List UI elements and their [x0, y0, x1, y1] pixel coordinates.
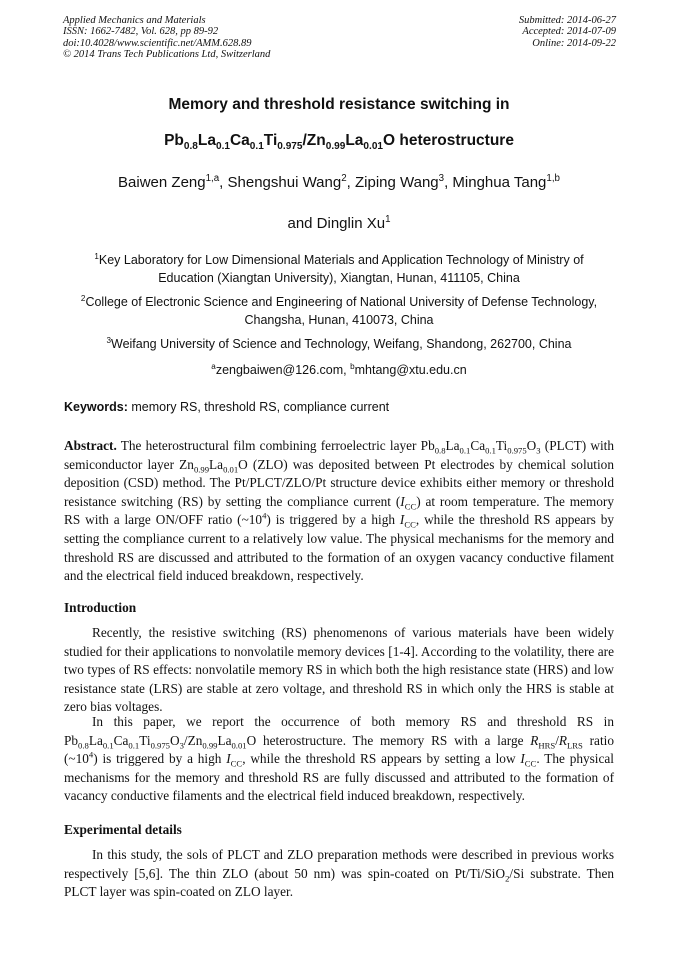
- paper-title-line1: Memory and threshold resistance switching in: [168, 96, 510, 113]
- online-date: Online: 2014-09-22: [532, 37, 616, 49]
- submission-dates: [519, 15, 616, 49]
- journal-info: [63, 15, 270, 60]
- journal-name: Applied Mechanics and Materials: [63, 15, 206, 26]
- introduction-paragraph-2: In this paper, we report the occurrence of both memory RS and threshold RS in $Pb_{0.8}La_{0.1}Ca_{0.1}Ti_{0.975}O_3/Zn_{0.99}La_{0.01}O$ heterostructure. The memory RS with a large $R_{HRS}/R_{LRS}$ ratio $(\sim 10^4)$ is triggered by a high $I_{CC}$, while the threshold RS appears by setting a low $I_{CC}$. The physical mechanisms for the memory and threshold RS are fully discussed and attributed to the formation of vacancy conductive filaments and the electrical field induced breakdown, respectively.: [64, 714, 615, 804]
- journal-doi: doi:10.4028/www.scientific.net/AMM.628.89: [63, 37, 252, 49]
- affiliation-1: $^1$Key Laboratory for Low Dimensional Materials and Application Technology of Ministry of Education (Xiangtan University), Xiangtan, Hunan, 411105, China: [94, 251, 584, 285]
- paper-title-formula: $Pb_{0.8}La_{0.1}Ca_{0.1}Ti_{0.975}/Zn_{0.99}La_{0.01}O$ heterostructure: [164, 132, 514, 153]
- introduction-paragraph-1: Recently, the resistive switching (RS) phenomenons of various materials have been widely studied for their applications to nonvolatile memory devices [1-4]. According to the volatility, there are two types of RS effects: nonvolatile memory RS in which both the high resistance state (HRS) and low resistance state (LRS) are stable at zero voltage, and threshold RS in which only the HRS is stable at zero bias voltages.: [64, 625, 614, 715]
- author-emails: $^a$zengbaiwen@126.com, $^b$mhtang@xtu.edu.cn: [211, 361, 467, 377]
- abstract: Abstract. The heterostructural film combining ferroelectric layer $Pb_{0.8}La_{0.1}Ca_{0.1}Ti_{0.975}O_3$ (PLCT) with semiconductor layer $Zn_{0.99}La_{0.01}O$ (ZLO) was deposited between Pt electrodes by chemical solution deposition (CSD) method. The Pt/PLCT/ZLO/Pt structure device exhibits either memory or threshold resistance switching (RS) by setting the compliance current $(I_{CC})$ at room temperature. The memory RS with a large ON/OFF ratio $(\sim 10^4)$ is triggered by a high $I_{CC}$, while the threshold RS appears by setting the compliance current to a relatively low value. The physical mechanisms for the memory and threshold RS are discussed and attributed to the formation of an oxygen vacancy conductive filament and the electrical field induced breakdown, respectively.: [64, 438, 614, 584]
- author-list: Baiwen Zeng$^{1,a}$, Shengshui Wang$^2$, Ziping Wang$^3$, Minghua Tang$^{1,b}$: [118, 173, 560, 191]
- affiliation-3: $^3$Weifang University of Science and Technology, Weifang, Shandong, 262700, China: [106, 335, 572, 351]
- journal-copyright: © 2014 Trans Tech Publications Ltd, Switzerland: [63, 48, 271, 60]
- experimental-paragraph-1: In this study, the sols of PLCT and ZLO preparation methods were described in previous works respectively [5,6]. The thin ZLO (about 50 nm) was spin-coated on Pt/Ti/SiO$_2$/Si substrate. Then PLCT layer was spin-coated on ZLO layer.: [64, 847, 614, 900]
- accepted-date: Accepted: 2014-07-09: [522, 26, 616, 38]
- journal-issn: ISSN: 1662-7482, Vol. 628, pp 89-92: [63, 26, 219, 38]
- keywords: Keywords: memory RS, threshold RS, compliance current: [64, 400, 390, 414]
- author-list-line2: and Dinglin Xu$^1$: [287, 214, 391, 232]
- experimental-heading: Experimental details: [64, 822, 182, 837]
- affiliation-2: $^2$College of Electronic Science and Engineering of National University of Defense Technology, Changsha, Hunan, 410073, China: [80, 293, 598, 327]
- introduction-heading: Introduction: [64, 600, 137, 615]
- submitted-date: Submitted: 2014-06-27: [518, 15, 616, 26]
